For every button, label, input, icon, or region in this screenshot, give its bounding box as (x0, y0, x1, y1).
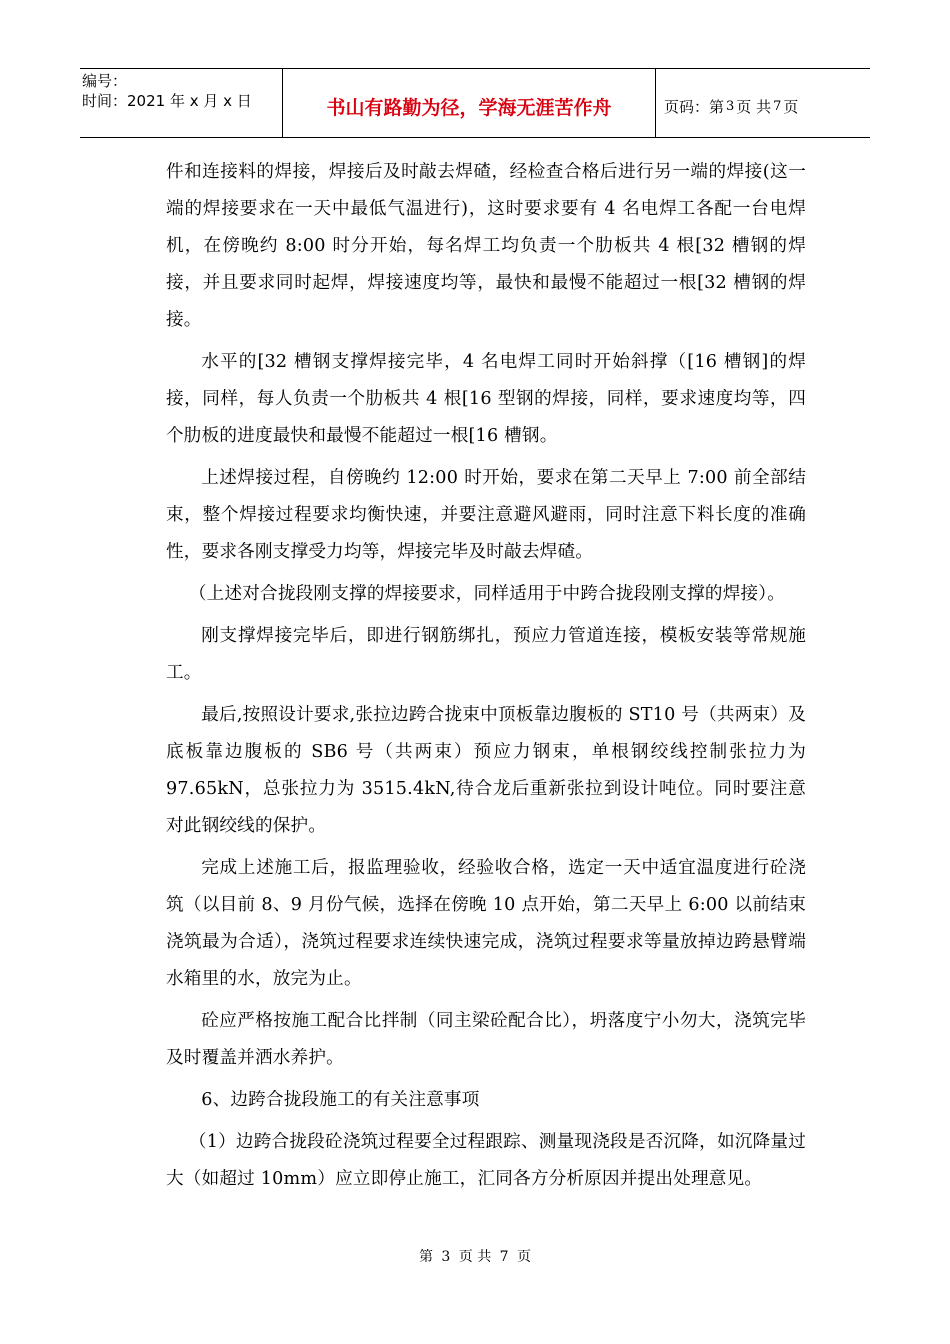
document-body (166, 154, 806, 1203)
paragraph: 上述焊接过程，自傍晚约 12:00 时开始，要求在第二天早上 7:00 前全部结束，整个焊接过程要求均衡快速，并要注意避风避雨，同时注意下料长度的准确性，要求各刚支撑受力均等，焊接完毕及时敲去焊碴。 (166, 468, 806, 562)
footer-total: 7 (499, 1249, 509, 1265)
paragraph: 刚支撑焊接完毕后，即进行钢筋绑扎，预应力管道连接，模板安装等常规施工。 (166, 626, 806, 683)
footer-suffix: 页 (517, 1249, 532, 1265)
paragraph: 水平的[32 槽钢支撑焊接完毕，4 名电焊工同时开始斜撑（[16 槽钢]的焊接，同样，每人负责一个肋板共 4 根[16 型钢的焊接，同样，要求速度均等，四个肋板的进度最快和最慢不能超过一根[16 槽钢。 (166, 352, 806, 446)
footer-mid: 页 共 (458, 1249, 492, 1265)
header-motto (282, 69, 656, 137)
section-heading: 6、边跨合拢段施工的有关注意事项 (201, 1090, 480, 1110)
motto-text: 书山有路勤为径，学海无涯苦作舟 (326, 96, 612, 119)
date-label: 时间：2021 年 x 月 x 日 (82, 92, 252, 110)
header-page-number (656, 69, 870, 137)
page-header (80, 68, 870, 138)
footer-prefix: 第 (418, 1249, 433, 1265)
paragraph: 件和连接料的焊接，焊接后及时敲去焊碴，经检查合格后进行另一端的焊接(这一端的焊接要求在一天中最低气温进行)，这时要求要有 4 名电焊工各配一台电焊机，在傍晚约 8:00 时分开始，每名焊工均负责一个肋板共 4 根[32 槽钢的焊接，并且要求同时起焊，焊接速度均等，最快和最慢不能超过一根[32 槽钢的焊接。 (166, 162, 806, 330)
page-current: 3 (726, 98, 735, 114)
paragraph: 最后,按照设计要求,张拉边跨合拢束中顶板靠边腹板的 ST10 号（共两束）及底板靠边腹板的 SB6 号（共两束）预应力钢束，单根钢绞线控制张拉力为 97.65kN，总张拉力为 3515.4kN,待合龙后重新张拉到设计吨位。同时要注意对此钢绞线的保护。 (166, 705, 806, 836)
page-label-prefix: 页码：第 (664, 97, 725, 116)
paragraph: 完成上述施工后，报监理验收，经验收合格，选定一天中适宜温度进行砼浇筑（以目前 8、9 月份气候，选择在傍晚 10 点开始，第二天早上 6:00 以前结束浇筑最为合适），浇筑过程要求连续快速完成，浇筑过程要求等量放掉边跨悬臂端水箱里的水，放完为止。 (166, 858, 806, 989)
serial-label: 编号： (82, 72, 128, 90)
page-total: 7 (773, 98, 782, 114)
paragraph: （上述对合拢段刚支撑的焊接要求，同样适用于中跨合拢段刚支撑的焊接）。 (188, 584, 786, 604)
paragraph: 砼应严格按施工配合比拌制（同主梁砼配合比），坍落度宁小勿大，浇筑完毕及时覆盖并洒水养护。 (166, 1011, 806, 1068)
header-meta (80, 69, 282, 137)
paragraph: （1）边跨合拢段砼浇筑过程要全过程跟踪、测量现浇段是否沉降，如沉降量过大（如超过 10mm）应立即停止施工，汇同各方分析原因并提出处理意见。 (166, 1132, 806, 1189)
footer-current: 3 (441, 1249, 451, 1265)
page-label-mid: 页 共 (736, 97, 772, 116)
page-label-suffix: 页 (783, 97, 799, 116)
page-footer (0, 1246, 950, 1266)
